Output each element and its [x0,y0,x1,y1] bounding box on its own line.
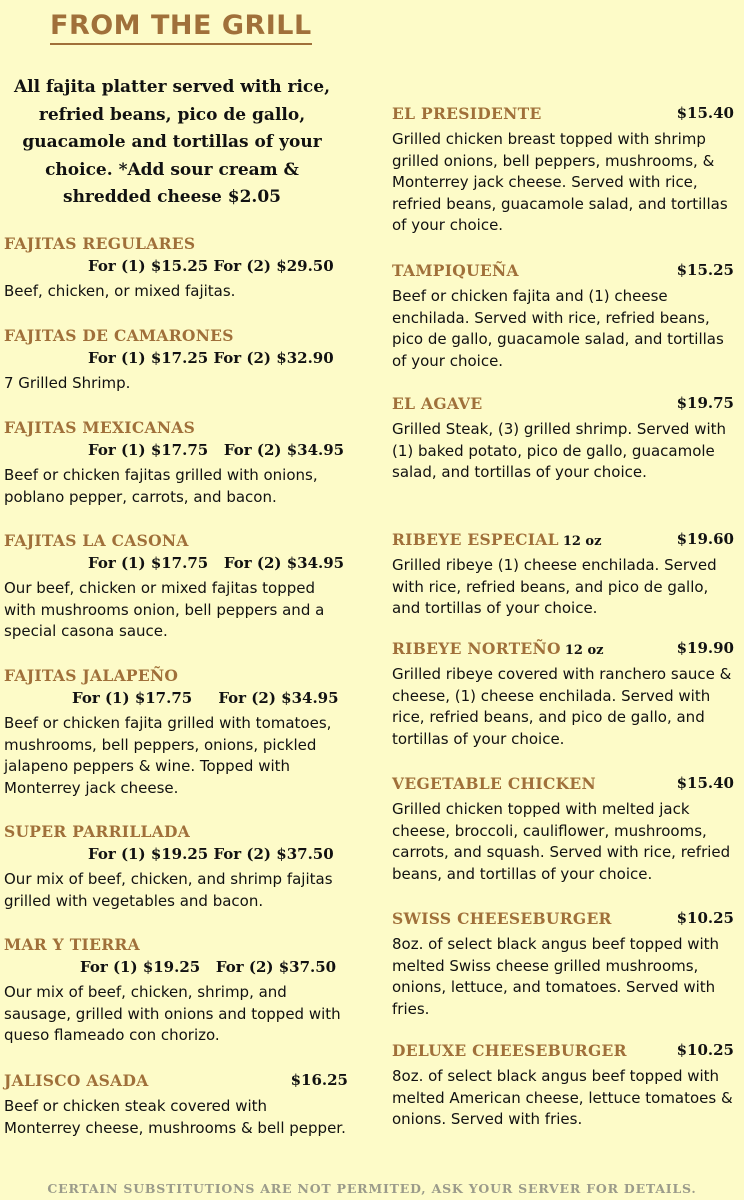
footer-note: CERTAIN SUBSTITUTIONS ARE NOT PERMITED, ASK YOUR SERVER FOR DETAILS. [47,1181,697,1196]
item-price-line: For (1) $15.25 For (2) $29.50 [88,257,334,275]
item-name: DELUXE CHEESEBURGER [392,1041,627,1060]
item-price: $10.25 [676,1041,734,1059]
item-description: Our beef, chicken or mixed fajitas topped with mushrooms onion, bell peppers and a special casona sauce. [4,579,325,640]
item-price: $10.25 [676,909,734,927]
item-name: EL AGAVE [392,394,483,413]
item-description: Grilled chicken breast topped with shrimp grilled onions, bell peppers, mushrooms, & Monterrey jack cheese. Served with rice, refried beans, guacamole salad, and tortillas of your choice. [392,130,728,234]
item-description: Grilled ribeye covered with ranchero sauce & cheese, (1) cheese enchilada. Served with rice, refried beans, and pico de gallo, and tortillas of your choice. [392,665,732,748]
menu-item-swiss-cheeseburger [392,909,734,1020]
menu-item-fajitas-de-camarones [4,326,348,395]
item-description: Grilled chicken topped with melted jack cheese, broccoli, cauliflower, mushrooms, carrots, and squash. Served with rice, refried beans, and tortillas of your choice. [392,800,731,883]
item-description: Beef, chicken, or mixed fajitas. [4,282,236,300]
page-title: FROM THE GRILL [50,10,312,45]
item-description: Beef or chicken steak covered with Monterrey cheese, mushrooms & bell pepper. [4,1097,346,1137]
item-description: Our mix of beef, chicken, shrimp, and sausage, grilled with onions and topped with queso flameado con chorizo. [4,983,341,1044]
item-price: $19.90 [676,639,734,657]
item-description: Grilled ribeye (1) cheese enchilada. Served with rice, refried beans, and pico de gallo, and tortillas of your choice. [392,556,717,617]
menu-item-el-presidente [392,104,734,237]
menu-item-tampiquena [392,261,734,372]
item-price: $19.75 [676,394,734,412]
item-name: VEGETABLE CHICKEN [392,774,596,793]
item-name: FAJITAS REGULARES [4,234,196,253]
item-description: 8oz. of select black angus beef topped with melted American cheese, lettuce tomatoes & onions. Served with fries. [392,1067,733,1128]
item-name: EL PRESIDENTE [392,104,542,123]
item-price-line: For (1) $19.25 For (2) $37.50 [80,958,337,976]
item-price: $15.40 [676,104,734,122]
item-price: $15.40 [676,774,734,792]
item-name: JALISCO ASADA [4,1071,149,1090]
item-price: $16.25 [290,1071,348,1089]
item-description: 7 Grilled Shrimp. [4,374,131,392]
item-name: MAR Y TIERRA [4,935,140,954]
item-name: FAJITAS LA CASONA [4,531,189,550]
item-description: Grilled Steak, (3) grilled shrimp. Served with (1) baked potato, pico de gallo, guacamole salad, and tortillas of your choice. [392,420,727,481]
item-name: FAJITAS MEXICANAS [4,418,196,437]
item-price-line: For (1) $19.25 For (2) $37.50 [88,845,334,863]
menu-item-fajitas-regulares [4,234,348,303]
item-description: Beef or chicken fajita grilled with tomatoes, mushrooms, bell peppers, onions, pickled jalapeno peppers & wine. Topped with Monterrey jack cheese. [4,714,332,797]
item-name: TAMPIQUEÑA [392,261,519,280]
menu-item-fajitas-jalapeno [4,666,348,799]
item-price: $15.25 [676,261,734,279]
menu-item-super-parrillada [4,822,348,912]
item-size: 12 oz [564,643,604,658]
item-name: SWISS CHEESEBURGER [392,909,612,928]
item-name: RIBEYE NORTEÑO [392,639,561,658]
item-price-line: For (1) $17.75 For (2) $34.95 [88,441,345,459]
item-price: $19.60 [676,530,734,548]
menu-item-ribeye-norteno [392,639,734,750]
menu-item-fajitas-mexicanas [4,418,348,508]
item-name: FAJITAS DE CAMARONES [4,326,234,345]
item-description: Beef or chicken fajita and (1) cheese enchilada. Served with rice, refried beans, pico de gallo, guacamole salad, and tortillas of your choice. [392,287,724,370]
item-description: Our mix of beef, chicken, and shrimp fajitas grilled with vegetables and bacon. [4,870,333,910]
item-name: FAJITAS JALAPEÑO [4,666,179,685]
item-size: 12 oz [562,534,602,549]
intro-text: All fajita platter served with rice, refried beans, pico de gallo, guacamole and tortillas of your choice. *Add sour cream & shredded cheese $2.05 [13,77,331,207]
menu-item-deluxe-cheeseburger [392,1041,734,1131]
item-description: 8oz. of select black angus beef topped with melted Swiss cheese grilled mushrooms, onions, lettuce, and tomatoes. Served with fries. [392,935,720,1018]
item-name: RIBEYE ESPECIAL [392,530,559,549]
item-description: Beef or chicken fajitas grilled with onions, poblano pepper, carrots, and bacon. [4,466,318,506]
menu-item-fajitas-la-casona [4,531,348,643]
item-price-line: For (1) $17.75 For (2) $34.95 [88,554,345,572]
menu-item-el-agave [392,394,734,484]
menu-item-mar-y-tierra [4,935,348,1047]
menu-item-vegetable-chicken [392,774,734,885]
item-price-line: For (1) $17.25 For (2) $32.90 [88,349,334,367]
menu-item-ribeye-especial [392,530,734,620]
menu-item-jalisco-asada [4,1071,348,1139]
item-price-line: For (1) $17.75 For (2) $34.95 [72,689,339,707]
item-name: SUPER PARRILLADA [4,822,191,841]
